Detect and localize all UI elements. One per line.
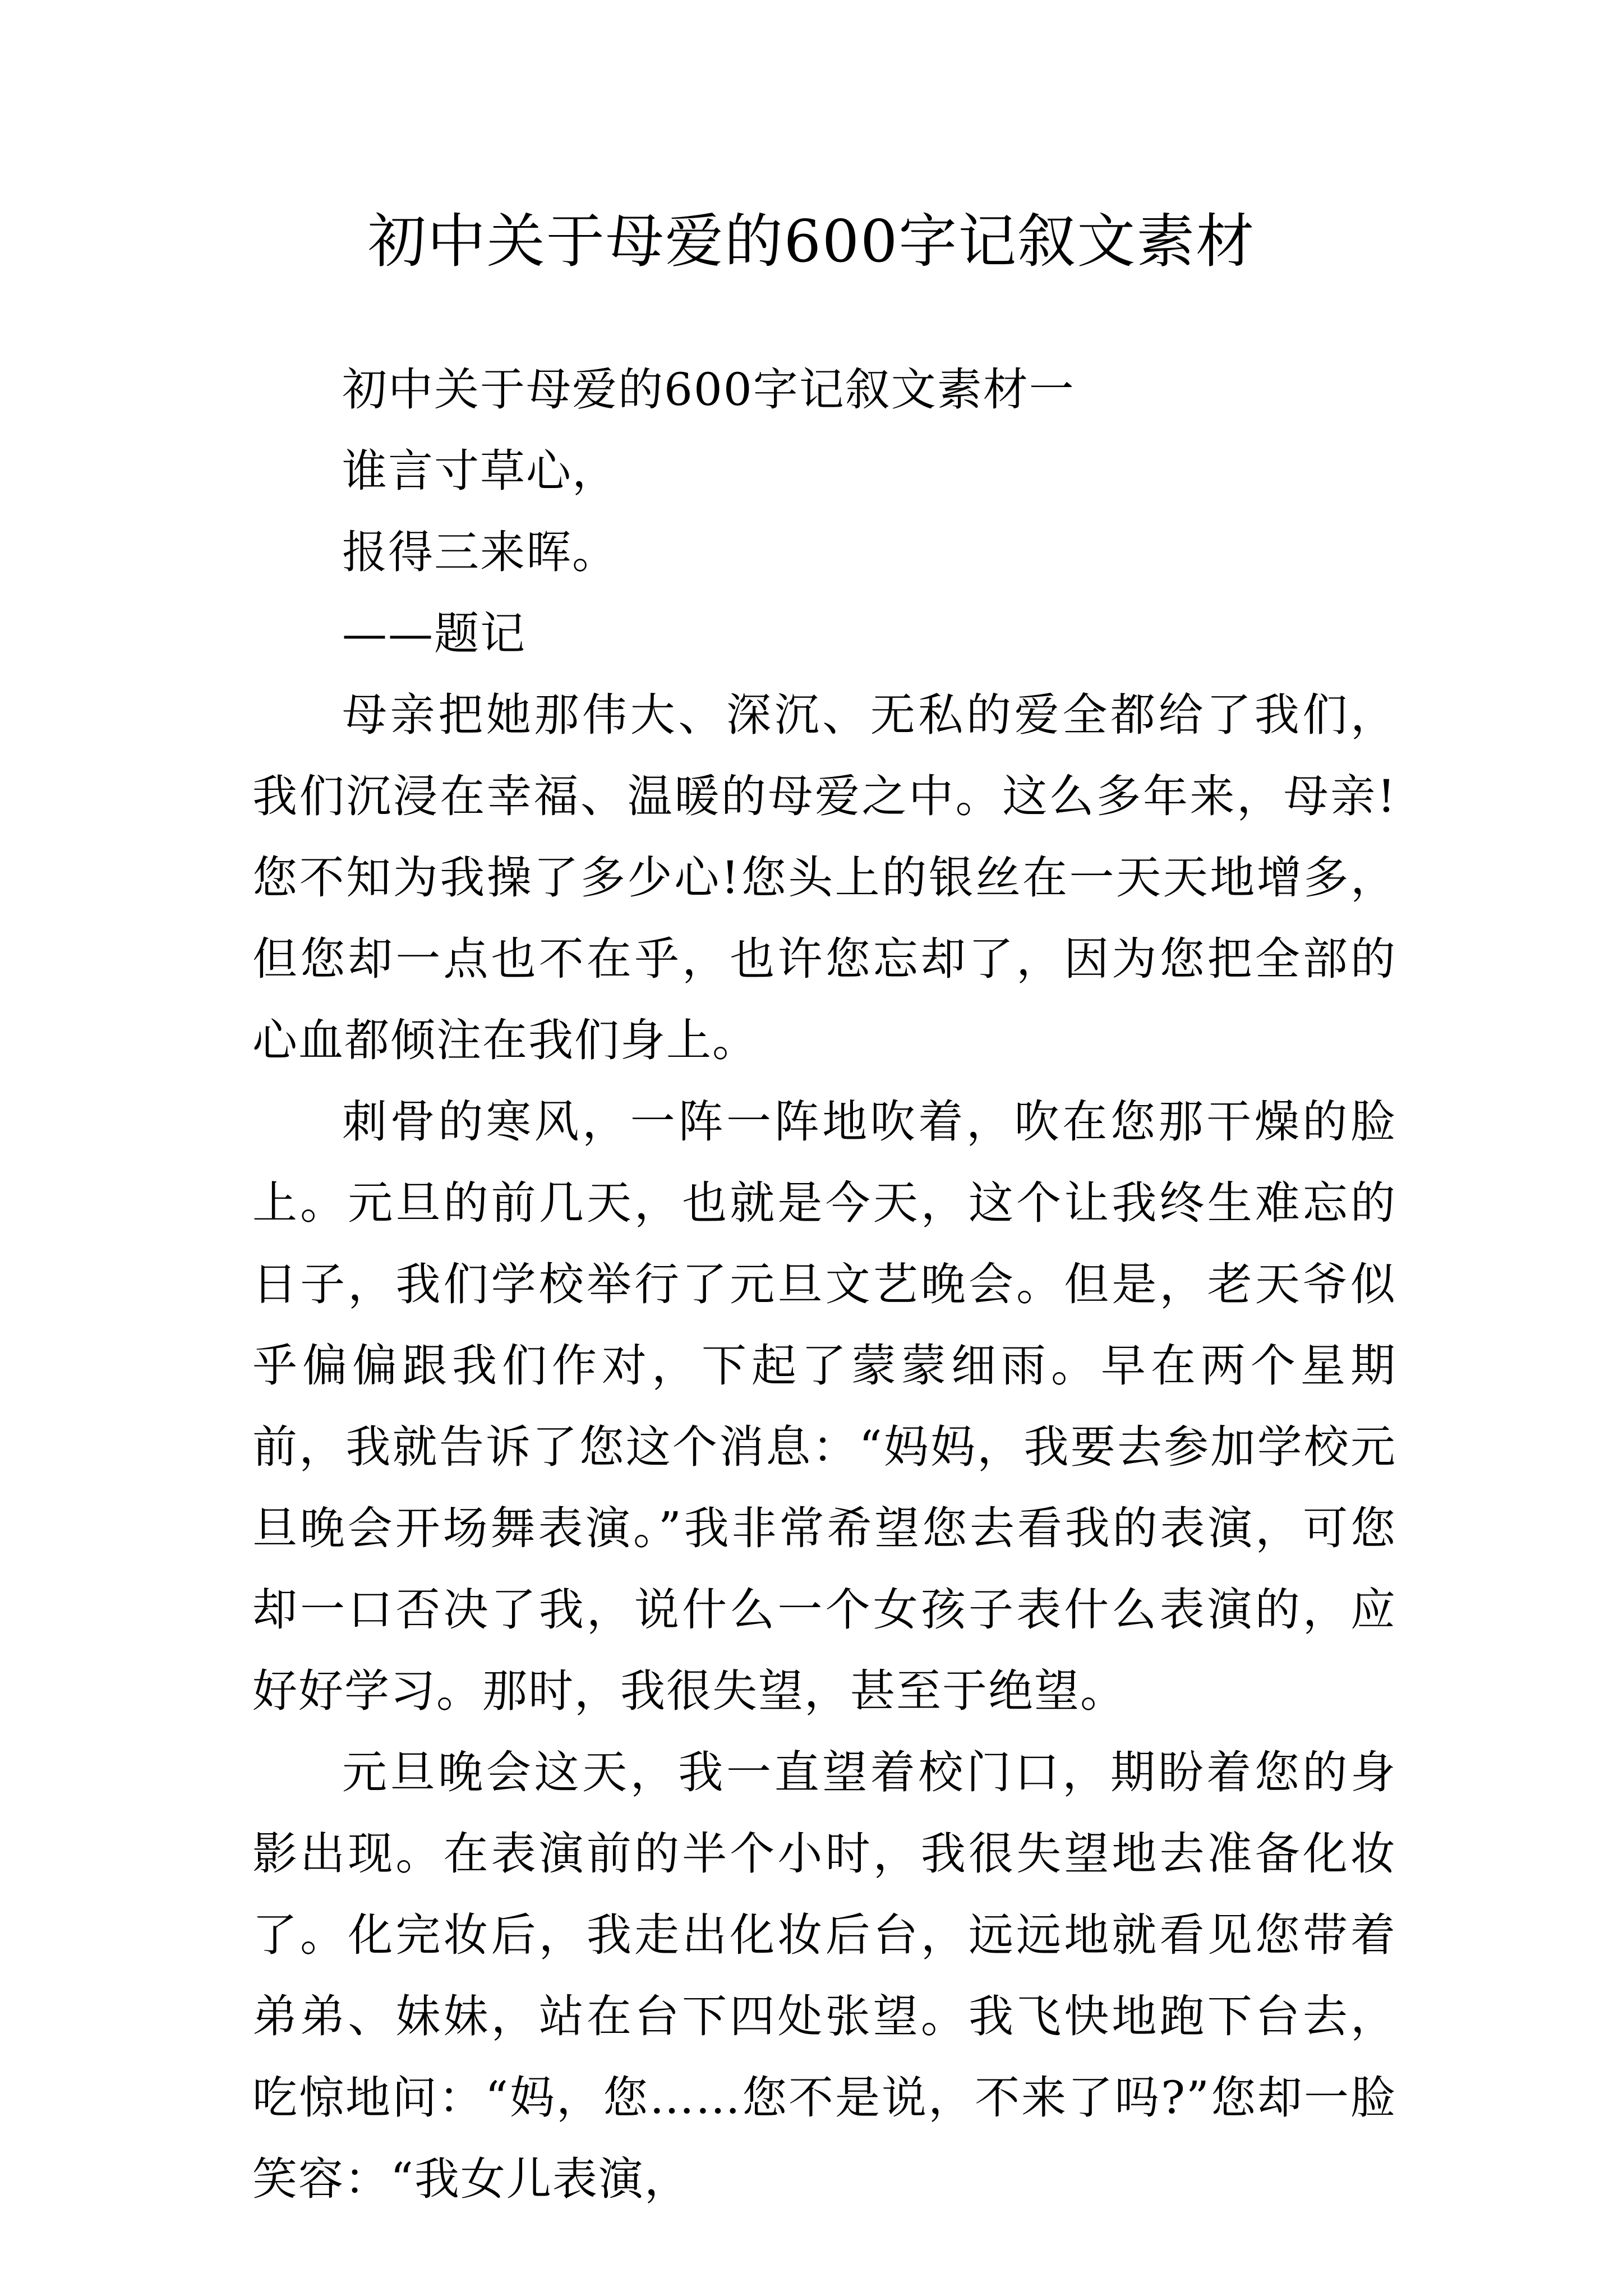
paragraph-epigraph-note: ——题记 — [342, 608, 526, 660]
document-body — [252, 349, 1396, 2220]
paragraph-poem-line-1: 谁言寸草心， — [342, 445, 618, 497]
paragraph-3: 元旦晚会这天，我一直望着校门口，期盼着您的身影出现。在表演前的半个小时，我很失望地去准备化妆了。化完妆后，我走出化妆后台，远远地就看见您带着弟弟、妹妹，站在台下四处张望。我飞快地跑下台去，吃惊地问：“妈，您……您不是说，不来了吗?”您却一脸笑容：“我女儿表演， — [252, 1746, 1396, 2205]
paragraph-1: 母亲把她那伟大、深沉、无私的爱全都给了我们，我们沉浸在幸福、温暖的母爱之中。这么多年来，母亲!您不知为我操了多少心!您头上的银丝在一天天地增多，但您却一点也不在乎，也许您忘却了，因为您把全部的心血都倾注在我们身上。 — [252, 689, 1396, 1066]
paragraph-subtitle: 初中关于母爱的600字记叙文素材一 — [342, 364, 1075, 416]
paragraph-2: 刺骨的寒风，一阵一阵地吹着，吹在您那干燥的脸上。元旦的前几天，也就是今天，这个让我终生难忘的日子，我们学校举行了元旦文艺晚会。但是，老天爷似乎偏偏跟我们作对，下起了蒙蒙细雨。早在两个星期前，我就告诉了您这个消息：“妈妈，我要去参加学校元旦晚会开场舞表演。”我非常希望您去看我的表演，可您却一口否决了我，说什么一个女孩子表什么表演的，应好好学习。那时，我很失望，甚至于绝望。 — [252, 1096, 1396, 1717]
document-title: 初中关于母爱的600字记叙文素材 — [367, 207, 1256, 275]
paragraph-poem-line-2: 报得三来晖。 — [342, 526, 618, 578]
